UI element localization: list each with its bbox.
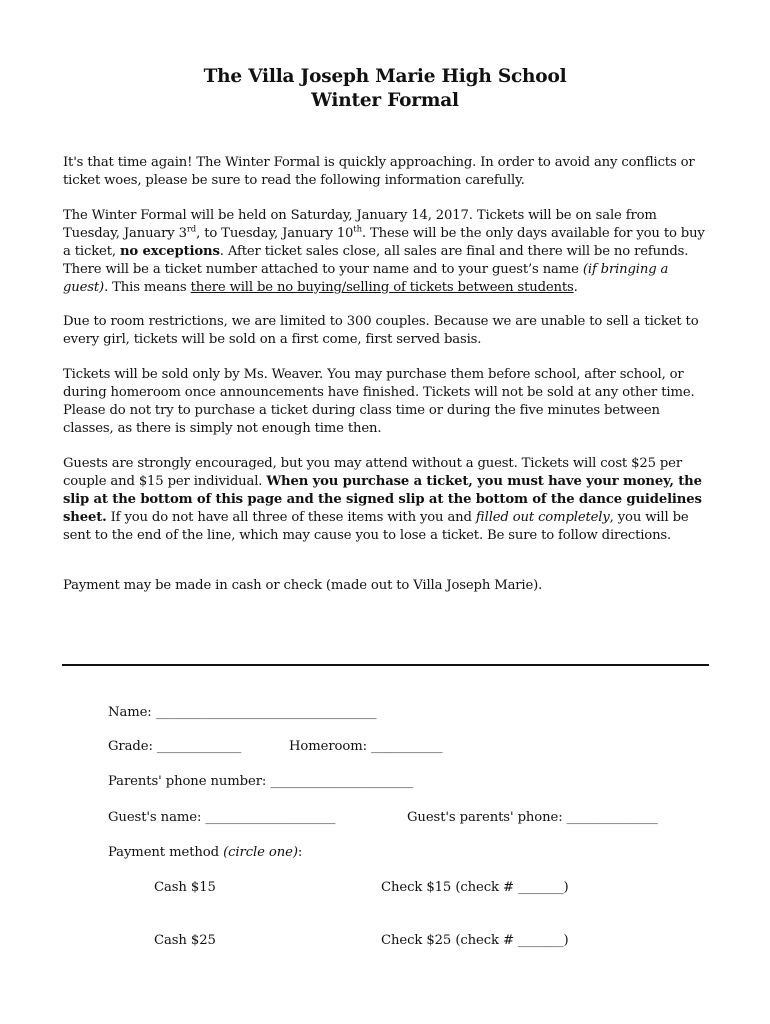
payment-paragraph: Payment may be made in cash or check (made out to Villa Joseph Marie). (63, 578, 543, 593)
guests-paragraph: Guests are strongly encouraged, but you may attend without a guest. Tickets will cost $25 per couple and $15 per individual. When you purchase a ticket, you must have your money, the slip at the bottom of this page and the signed slip at the bottom of the dance guidelines sheet. If you do not have all three of these items with you and filled out completely, you will be sent to the end of the line, which may cause you to lose a ticket. Be sure to follow directions. (63, 456, 702, 543)
no-resale-notice: there will be no buying/selling of tickets between students (190, 279, 574, 295)
sales-paragraph: Tickets will be sold only by Ms. Weaver. You may purchase them before school, after school, or during homeroom once announcements have finished. Tickets will not be sold at any other time. Please do not try to purchase a ticket during class time or during the five minutes between classes, as there is simply not enough time then. (63, 367, 695, 436)
intro-paragraph: It's that time again! The Winter Formal is quickly approaching. In order to avoid any conflicts or ticket woes, please be sure to read the following information carefully. (63, 155, 695, 188)
tear-off-divider (62, 664, 709, 666)
check-25-option[interactable]: Check $25 (check # _______) (381, 933, 569, 948)
capacity-paragraph: Due to room restrictions, we are limited to 300 couples. Because we are unable to sell a ticket to every girl, tickets will be sold on a first come, first served basis. (63, 314, 699, 347)
guest-name-field[interactable]: Guest's name: ____________________ (108, 810, 336, 825)
parents-phone-field[interactable]: Parents' phone number: ______________________ (108, 774, 414, 789)
grade-field[interactable]: Grade: _____________ (108, 739, 242, 754)
name-field[interactable]: Name: __________________________________ (108, 705, 377, 720)
homeroom-field[interactable]: Homeroom: ___________ (289, 739, 443, 754)
event-title: Winter Formal (311, 90, 459, 111)
cash-25-option[interactable]: Cash $25 (154, 933, 216, 948)
dates-paragraph: The Winter Formal will be held on Saturday, January 14, 2017. Tickets will be on sale from Tuesday, January 3rd, to Tuesday, January 10th. These will be the only days available for you to buy a ticket, no exceptions. After ticket sales close, all sales are final and there will be no refunds. There will be a ticket number attached to your name and to your guest’s name (if bringing a guest). This means there will be no buying/selling of tickets between students. (63, 208, 705, 295)
school-title: The Villa Joseph Marie High School (203, 66, 567, 87)
cash-15-option[interactable]: Cash $15 (154, 880, 216, 895)
check-15-option[interactable]: Check $15 (check # _______) (381, 880, 569, 895)
no-exceptions-emphasis: no exceptions (119, 243, 220, 259)
guest-parents-phone-field[interactable]: Guest's parents' phone: ______________ (407, 810, 658, 825)
payment-method-label: Payment method (circle one): (108, 845, 303, 860)
requirements-emphasis: When you purchase a ticket, you must have your money, the slip at the bottom of this page and the signed slip at the bottom of the dance guidelines sheet. (63, 473, 702, 525)
